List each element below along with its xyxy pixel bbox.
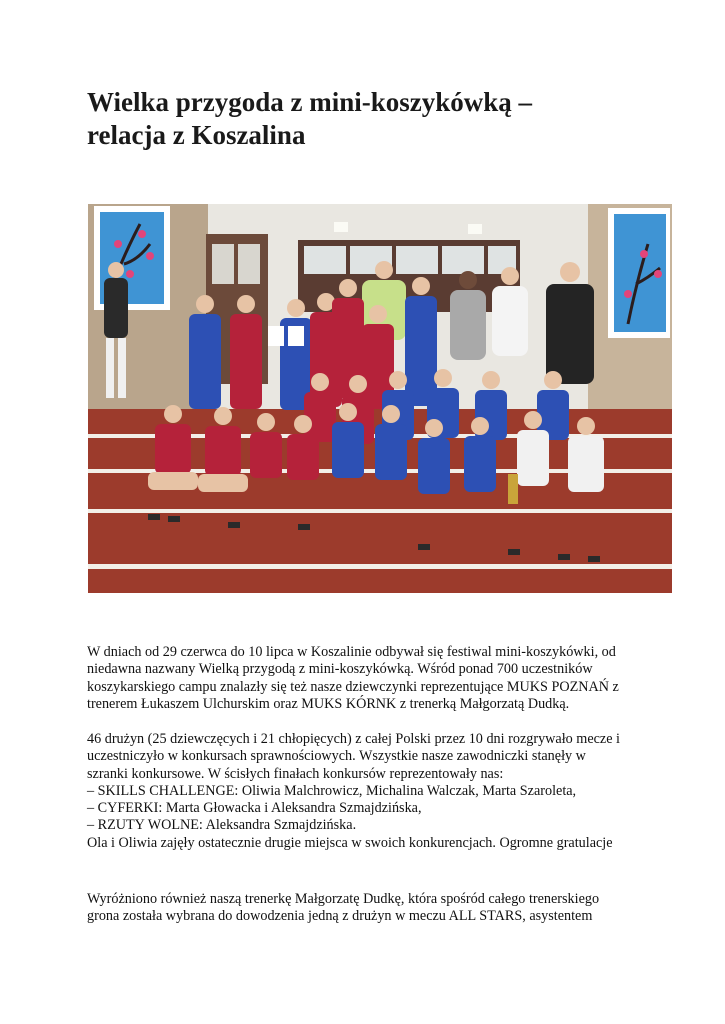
paragraph-1-line: koszykarskiego campu znalazły się też nasze dziewczynki reprezentujące MUKS POZNAŃ z [87,678,619,695]
paragraph-1-line: trenerem Łukaszem Ulchurskim oraz MUKS KÓRNK z trenerką Małgorzatą Dudką. [87,695,570,712]
paragraph-2-line: uczestniczyło w konkursach sprawnościowych. Wszystkie nasze zawodniczki stanęły w [87,748,586,765]
paragraph-2-line: Ola i Oliwia zajęły ostatecznie drugie miejsca w swoich konkurencjach. Ogromne gratulacje [87,834,613,851]
article-paragraph-1 [87,644,657,713]
title-line-2: relacja z Koszalina [87,120,306,150]
team-photo-illustration [88,204,672,593]
paragraph-2-line: – SKILLS CHALLENGE: Oliwia Malchrowicz, Michalina Walczak, Marta Szaroleta, [87,782,577,799]
paragraph-2-line: szranki konkursowe. W ścisłych finałach konkursów reprezentowały nas: [87,765,504,782]
article-paragraph-3 [87,891,657,926]
team-group-photo [88,204,672,593]
paragraph-2-line: – CYFERKI: Marta Głowacka i Aleksandra Szmajdzińska, [87,800,422,817]
paragraph-1-line: W dniach od 29 czerwca do 10 lipca w Koszalinie odbywał się festiwal mini-koszykówki, od [87,644,616,660]
article-paragraph-2 [87,731,657,852]
paragraph-3-line: grona została wybrana do dowodzenia jedną z drużyn w meczu ALL STARS, asystentem [87,908,593,925]
paragraph-2-line: 46 drużyn (25 dziewczęcych i 21 chłopięcych) z całej Polski przez 10 dni rozgrywało mecze i [87,731,620,747]
title-line-1: Wielka przygoda z mini-koszykówką – [87,87,533,117]
paragraph-2-line: – RZUTY WOLNE: Aleksandra Szmajdzińska. [87,817,357,834]
paragraph-1-line: niedawna nazwany Wielką przygodą z mini-koszykówką. Wśród ponad 700 uczestników [87,661,593,678]
paragraph-3-line: Wyróżniono również naszą trenerkę Małgorzatę Dudkę, która spośród całego trenerskiego [87,891,600,907]
article-title [87,86,647,152]
